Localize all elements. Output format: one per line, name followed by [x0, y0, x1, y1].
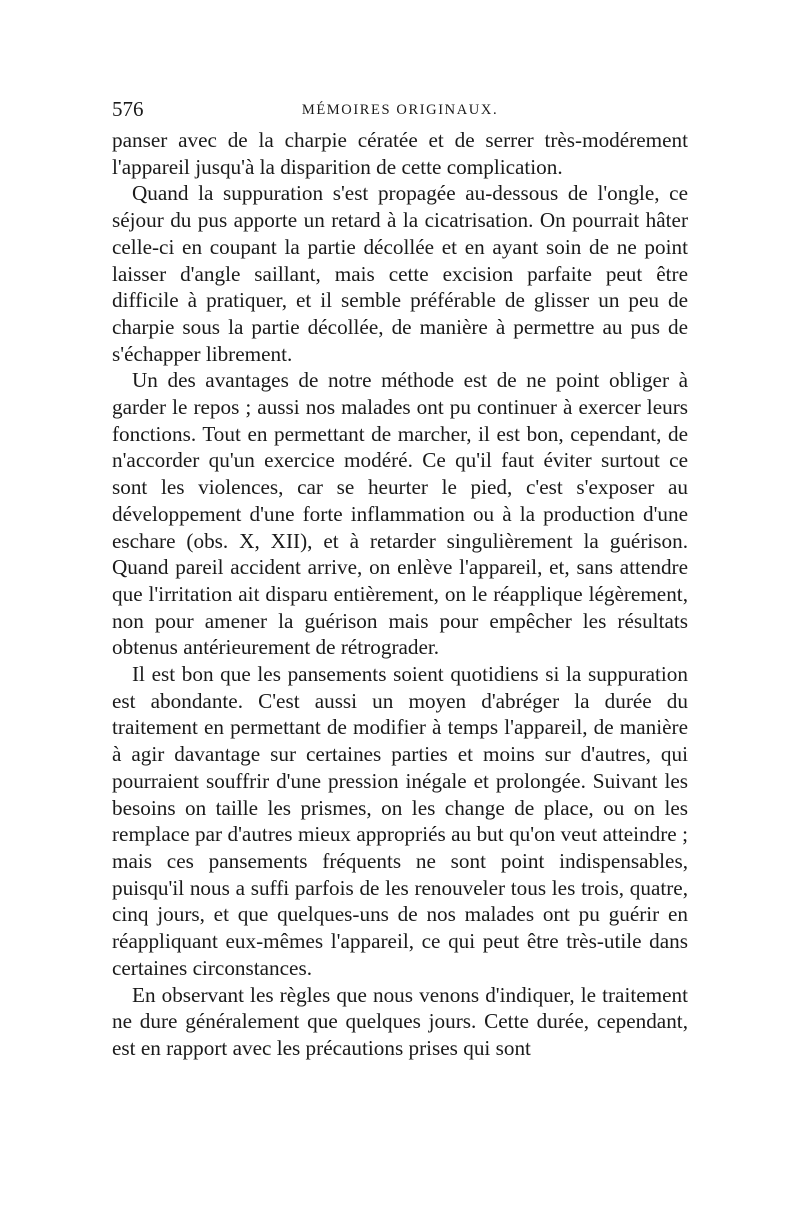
running-header: [112, 96, 688, 122]
book-page: [112, 96, 688, 1062]
page-number: 576: [112, 97, 144, 121]
paragraph: Il est bon que les pansements soient quotidiens si la suppuration est abondante. C'est aussi un moyen d'abréger la durée du traitement en permettant de modifier à temps l'appareil, de manière à agir davantage sur certaines parties et moins sur d'autres, qui pourraient souffrir d'une pression inégale et prolongée. Suivant les besoins on taille les prismes, on les change de place, ou on les remplace par d'autres mieux appropriés au but qu'on veut atteindre ; mais ces pansements fréquents ne sont point indispensables, puisqu'il nous a suffi parfois de les renouveler tous les trois, quatre, cinq jours, et que quelques-uns de nos malades ont pu guérir en réappliquant eux-mêmes l'appareil, ce qui peut être très-utile dans certaines circonstances.: [112, 662, 688, 980]
body-text: [112, 127, 688, 1062]
paragraph: Quand la suppuration s'est propagée au-dessous de l'ongle, ce séjour du pus apporte un retard à la cicatrisation. On pourrait hâter celle-ci en coupant la partie décollée et en ayant soin de ne point laisser d'angle saillant, mais cette excision parfaite peut être difficile à pratiquer, et il semble préférable de glisser un peu de charpie sous la partie décollée, de manière à permettre au pus de s'échapper librement.: [112, 181, 688, 366]
header-title: MÉMOIRES ORIGINAUX.: [301, 102, 499, 118]
paragraph: En observant les règles que nous venons d'indiquer, le traitement ne dure généralement que quelques jours. Cette durée, cependant, est en rapport avec les précautions prises qui sont: [112, 982, 688, 1060]
paragraph-continuation: panser avec de la charpie cératée et de serrer très-modérement l'appareil jusqu'à la disparition de cette complication.: [112, 128, 688, 179]
paragraph: Un des avantages de notre méthode est de ne point obliger à garder le repos ; aussi nos malades ont pu continuer à exercer leurs fonctions. Tout en permettant de marcher, il est bon, cependant, de n'accorder qu'un exercice modéré. Ce qu'il faut éviter surtout ce sont les violences, car se heurter le pied, c'est s'exposer au développement d'une forte inflammation ou à la production d'une eschare (obs. X, XII), et à retarder singulièrement la guérison. Quand pareil accident arrive, on enlève l'appareil, et, sans attendre que l'irritation ait disparu entièrement, on le réapplique légèrement, non pour amener la guérison mais pour empêcher les résultats obtenus antérieurement de rétrograder.: [112, 368, 688, 660]
